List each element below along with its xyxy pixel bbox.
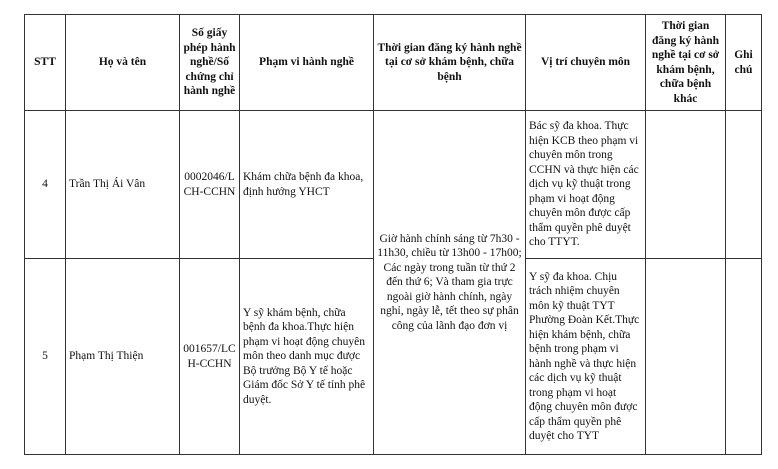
- cell-name: Trần Thị Ái Vân: [66, 111, 180, 259]
- header-row: [25, 15, 762, 111]
- cell-shared-time: Giờ hành chính sáng từ 7h30 - 11h30, chiều từ 13h00 - 17h00; Các ngày trong tuần từ thứ 2 đến thứ 6; Và tham gia trực ngoài giờ hành chính, ngày nghỉ, ngày lễ, tết theo sự phân công của lãnh đạo đơn vị: [374, 111, 526, 455]
- cell-stt: 5: [25, 259, 66, 455]
- cell-license: 0002046/LCH-CCHN: [180, 111, 240, 259]
- header-stt: STT: [25, 15, 66, 111]
- cell-position: Bác sỹ đa khoa. Thực hiện KCB theo phạm vi chuyên môn trong CCHN và thực hiện các dịch vụ kỹ thuật trong phạm vi hoạt động chuyên môn được cấp thẩm quyền phê duyệt cho TTYT.: [526, 111, 646, 259]
- header-time: Thời gian đăng ký hành nghề tại cơ sở khám bệnh, chữa bệnh: [374, 15, 526, 111]
- cell-stt: 4: [25, 111, 66, 259]
- staff-table: [24, 14, 762, 455]
- cell-position: Y sỹ đa khoa. Chịu trách nhiệm chuyên môn kỹ thuật TYT Phường Đoàn Kết.Thực hiện khám bệnh, chữa bệnh trong phạm vi hành nghề và thực hiện các dịch vụ kỹ thuật trong phạm vi hoạt động chuyên môn được cấp thẩm quyền phê duyệt cho TYT: [526, 259, 646, 455]
- cell-scope: Khám chữa bệnh đa khoa, định hướng YHCT: [240, 111, 374, 259]
- cell-other-time: [646, 111, 726, 259]
- cell-name: Phạm Thị Thiện: [66, 259, 180, 455]
- header-note: Ghi chú: [726, 15, 762, 111]
- table-row: [25, 111, 762, 259]
- header-name: Họ và tên: [66, 15, 180, 111]
- cell-note: [726, 259, 762, 455]
- cell-other-time: [646, 259, 726, 455]
- cell-license: 001657/LCH-CCHN: [180, 259, 240, 455]
- header-scope: Phạm vi hành nghề: [240, 15, 374, 111]
- cell-scope: Y sỹ khám bệnh, chữa bệnh đa khoa.Thực hiện phạm vi hoạt động chuyên môn theo danh mục được Bộ trưởng Bộ Y tế hoặc Giám đốc Sở Y tế tỉnh phê duyệt.: [240, 259, 374, 455]
- header-license: Số giấy phép hành nghề/Số chứng chỉ hành nghề: [180, 15, 240, 111]
- header-position: Vị trí chuyên môn: [526, 15, 646, 111]
- header-other-time: Thời gian đăng ký hành nghề tại cơ sở khám bệnh, chữa bệnh khác: [646, 15, 726, 111]
